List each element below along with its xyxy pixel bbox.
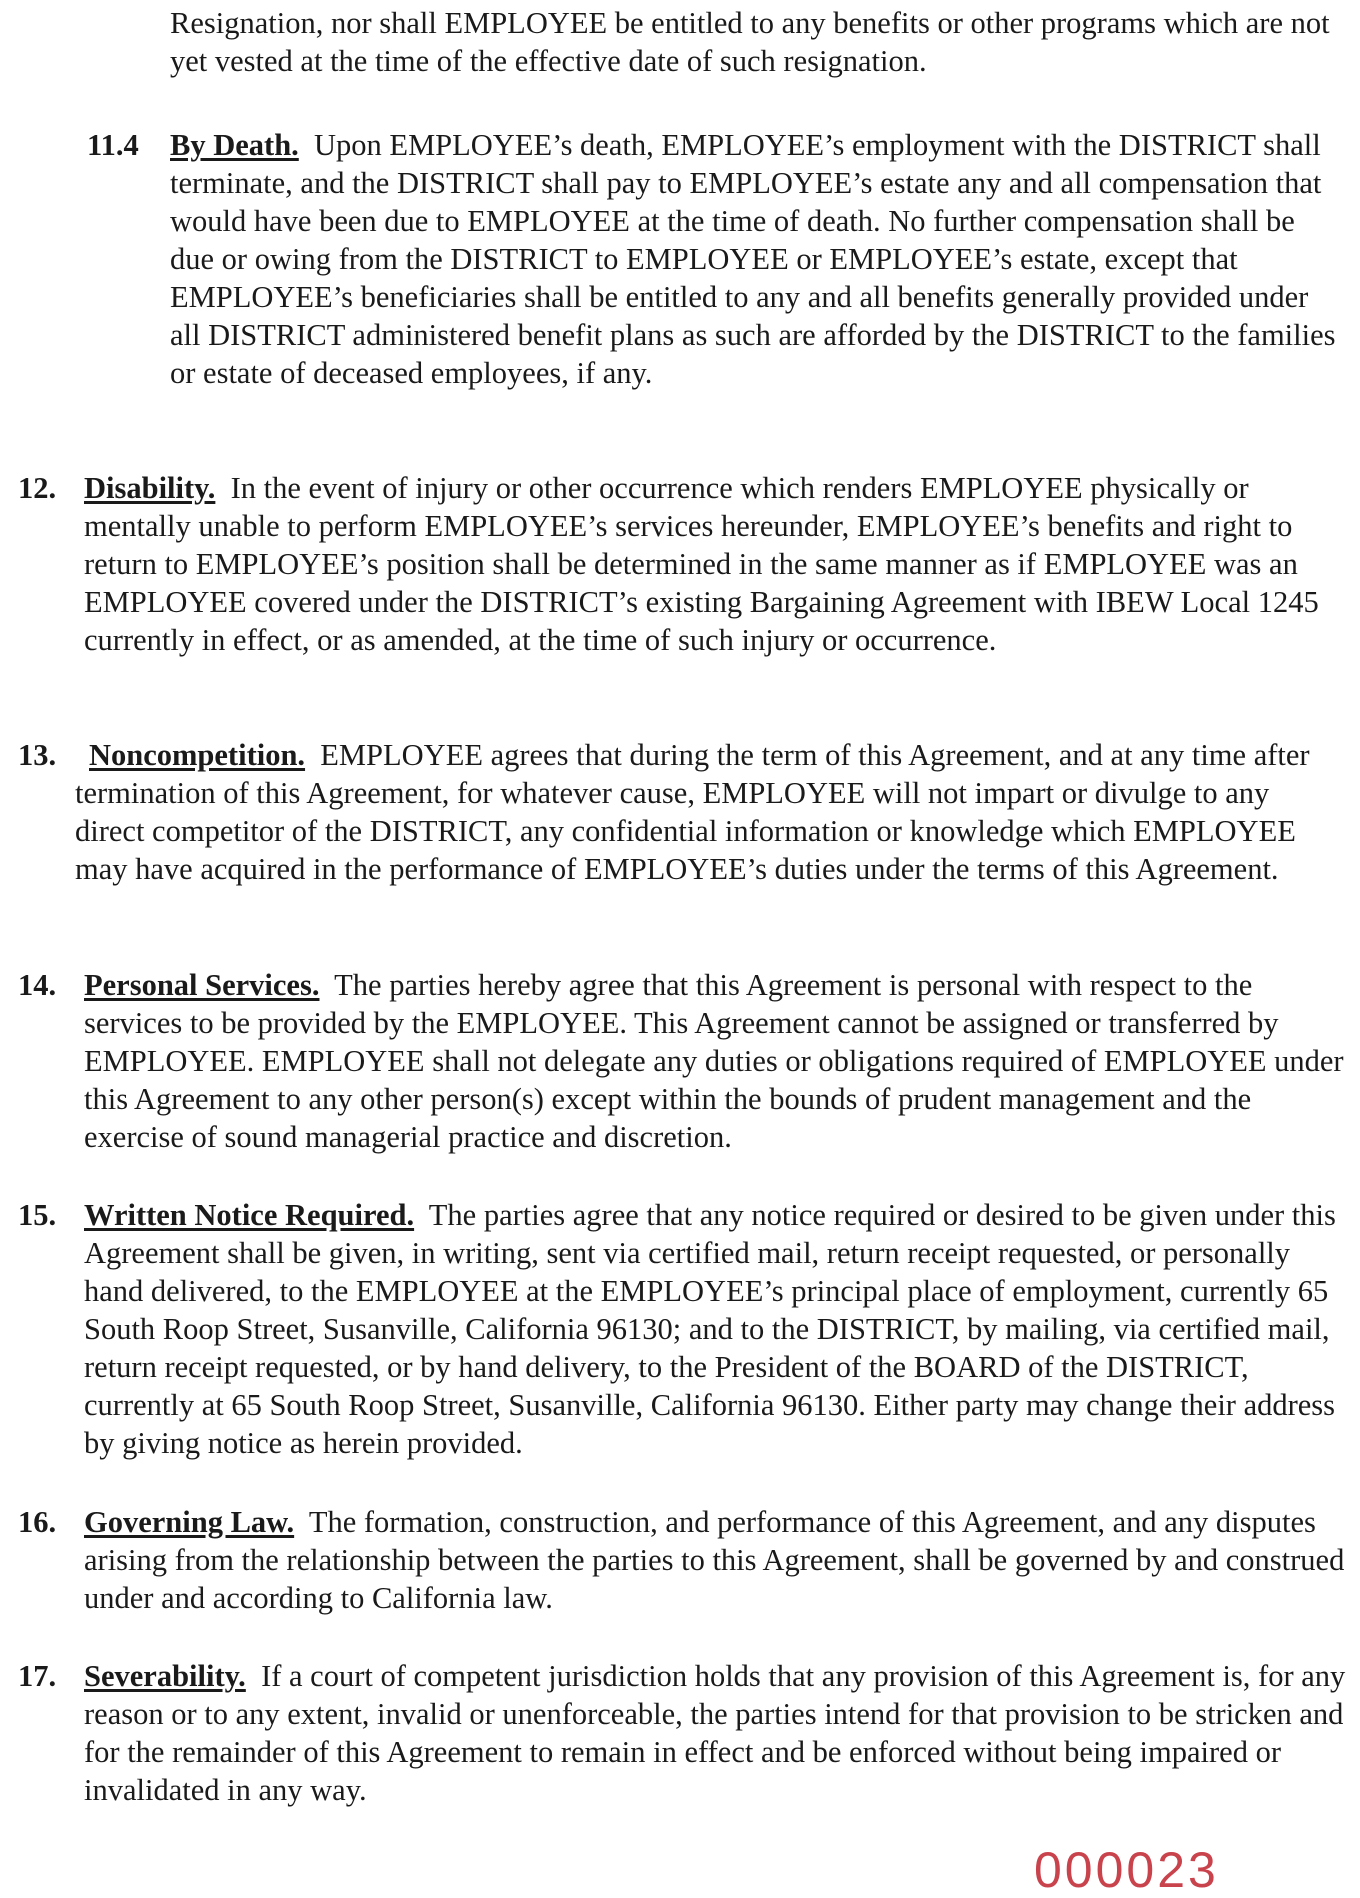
section-17-heading: Severability.	[84, 1659, 246, 1693]
bates-stamp: 000023	[1034, 1842, 1219, 1898]
section-16	[84, 1503, 1348, 1617]
section-13-number: 13.	[18, 738, 57, 772]
section-15-heading: Written Notice Required.	[84, 1198, 415, 1232]
section-12	[84, 469, 1346, 659]
section-12-number: 12.	[18, 471, 57, 505]
section-16-number: 16.	[18, 1505, 57, 1539]
section-16-heading: Governing Law.	[84, 1505, 295, 1539]
continuation-paragraph: Resignation, nor shall EMPLOYEE be entitled to any benefits or other programs which are not yet vested at the time of the effective date of such resignation.	[170, 6, 1330, 78]
section-11-4-number: 11.4	[87, 128, 139, 162]
section-15	[84, 1196, 1346, 1462]
section-13-body: EMPLOYEE agrees that during the term of this Agreement, and at any time after termination of this Agreement, for whatever cause, EMPLOYEE will not impart or divulge to any direct competitor of the DISTRICT, any confidential information or knowledge which EMPLOYEE may have acquired in the performance of EMPLOYEE’s duties under the terms of this Agreement.	[75, 738, 1310, 886]
section-14-number: 14.	[18, 968, 57, 1002]
section-14-body: The parties hereby agree that this Agreement is personal with respect to the services to be provided by the EMPLOYEE. This Agreement cannot be assigned or transferred by EMPLOYEE. EMPLOYEE shall not delegate any duties or obligations required of EMPLOYEE under this Agreement to any other person(s) except within the bounds of prudent management and the exercise of sound managerial practice and discretion.	[84, 968, 1344, 1154]
section-11-4-heading: By Death.	[170, 128, 299, 162]
section-12-heading: Disability.	[84, 471, 216, 505]
section-12-body: In the event of injury or other occurrence which renders EMPLOYEE physically or mentally unable to perform EMPLOYEE’s services hereunder, EMPLOYEE’s benefits and right to return to EMPLOYEE’s position shall be determined in the same manner as if EMPLOYEE was an EMPLOYEE covered under the DISTRICT’s existing Bargaining Agreement with IBEW Local 1245 currently in effect, or as amended, at the time of such injury or occurrence.	[84, 471, 1319, 657]
section-15-body: The parties agree that any notice required or desired to be given under this Agreement shall be given, in writing, sent via certified mail, return receipt requested, or personally hand delivered, to the EMPLOYEE at the EMPLOYEE’s principal place of employment, currently 65 South Roop Street, Susanville, California 96130; and to the DISTRICT, by mailing, via certified mail, return receipt requested, or by hand delivery, to the President of the BOARD of the DISTRICT, currently at 65 South Roop Street, Susanville, California 96130. Either party may change their address by giving notice as herein provided.	[84, 1198, 1336, 1460]
section-11-4	[170, 126, 1342, 392]
section-17	[84, 1657, 1346, 1809]
section-14-heading: Personal Services.	[84, 968, 320, 1002]
section-17-number: 17.	[18, 1659, 57, 1693]
section-11-4-body: Upon EMPLOYEE’s death, EMPLOYEE’s employment with the DISTRICT shall terminate, and the DISTRICT shall pay to EMPLOYEE’s estate any and all compensation that would have been due to EMPLOYEE at the time of death. No further compensation shall be due or owing from the DISTRICT to EMPLOYEE or EMPLOYEE’s estate, except that EMPLOYEE’s beneficiaries shall be entitled to any and all benefits generally provided under all DISTRICT administered benefit plans as such are afforded by the DISTRICT to the families or estate of deceased employees, if any.	[170, 128, 1336, 390]
section-14	[84, 966, 1348, 1156]
section-15-number: 15.	[18, 1198, 57, 1232]
section-13	[75, 736, 1345, 888]
section-17-body: If a court of competent jurisdiction holds that any provision of this Agreement is, for any reason or to any extent, invalid or unenforceable, the parties intend for that provision to be stricken and for the remainder of this Agreement to remain in effect and be enforced without being impaired or invalidated in any way.	[84, 1659, 1346, 1807]
section-13-heading: Noncompetition.	[89, 738, 306, 772]
section-16-body: The formation, construction, and performance of this Agreement, and any disputes arising from the relationship between the parties to this Agreement, shall be governed by and construed under and according to California law.	[84, 1505, 1345, 1615]
